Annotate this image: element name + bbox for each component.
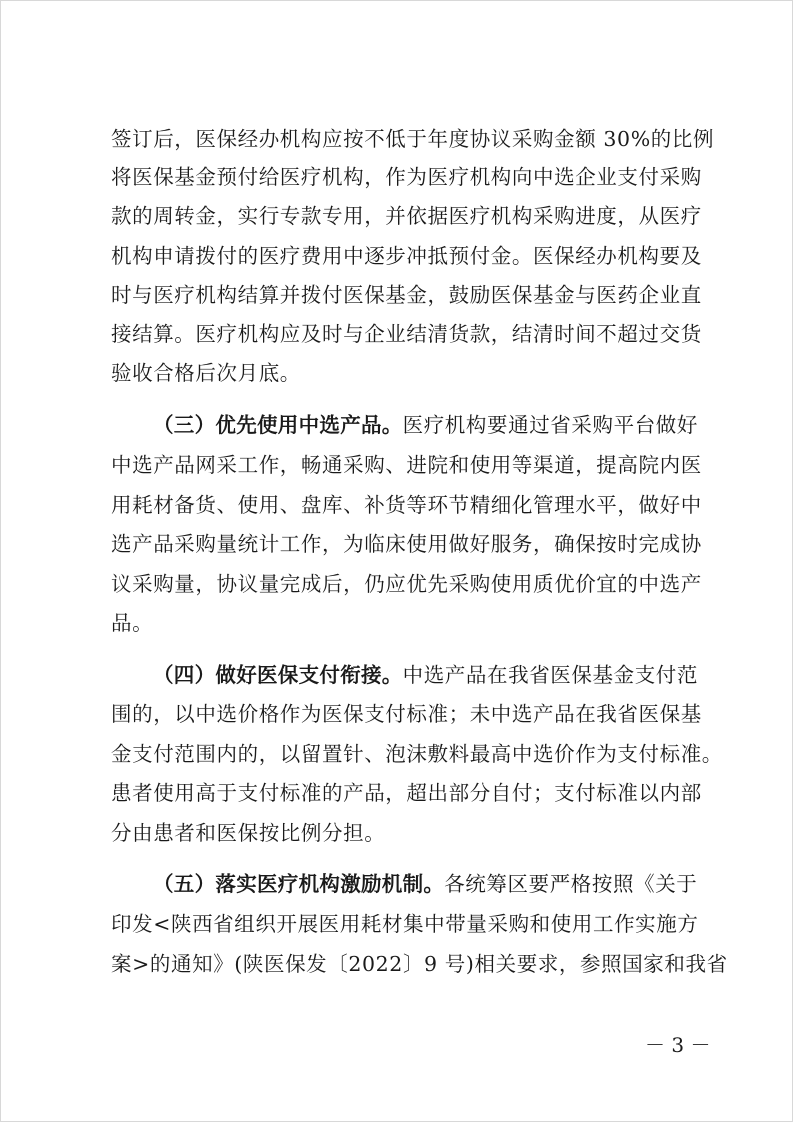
section-first-line [153, 410, 698, 440]
paragraph-line: 中选产品网采工作，畅通采购、进院和使用等渠道，提高院内医 [111, 453, 702, 477]
paragraph-line: 品。 [111, 611, 154, 635]
paragraph-line: 接结算。医疗机构应及时与企业结清货款，结清时间不超过交货 [111, 322, 702, 346]
section-text: 医疗机构要通过省采购平台做好 [402, 413, 699, 437]
paragraph-line: 用耗材备货、使用、盘库、补货等环节精细化管理水平，做好中 [111, 493, 702, 517]
section-heading: （四）做好医保支付衔接。 [153, 663, 403, 687]
paragraph-line: 患者使用高于支付标准的产品，超出部分自付；支付标准以内部 [111, 781, 702, 805]
paragraph-line: 签订后，医保经办机构应按不低于年度协议采购金额 30%的比例 [111, 127, 715, 151]
section-first-line [153, 660, 698, 690]
paragraph-line: 将医保基金预付给医疗机构，作为医疗机构向中选企业支付采购 [111, 165, 702, 189]
section-first-line [153, 869, 697, 899]
paragraph-line: 议采购量，协议量完成后，仍应优先采购使用质优价宜的中选产 [111, 572, 702, 596]
paragraph-line: 案>的通知》(陕医保发〔2022〕9 号)相关要求，参照国家和我省 [111, 952, 728, 976]
paragraph-line: 款的周转金，实行专款专用，并依据医疗机构采购进度，从医疗 [111, 204, 702, 228]
section-heading: （三）优先使用中选产品。 [153, 413, 403, 437]
paragraph-line: 验收合格后次月底。 [111, 361, 301, 385]
section-text: 中选产品在我省医保基金支付范 [402, 663, 699, 687]
section-text: 各统筹区要严格按照《关于 [444, 872, 698, 896]
paragraph-line: 印发<陕西省组织开展医用耗材集中带量采购和使用工作实施方 [111, 912, 699, 936]
section-heading: （五）落实医疗机构激励机制。 [153, 872, 445, 896]
paragraph-line: 金支付范围内的，以留置针、泡沫敷料最高中选价作为支付标准。 [111, 742, 723, 766]
paragraph-line: 时与医疗机构结算并拨付医保基金，鼓励医保基金与医药企业直 [111, 283, 702, 307]
paragraph-line: 机构申请拨付的医疗费用中逐步冲抵预付金。医保经办机构要及 [111, 244, 702, 268]
page-number: － 3 － [645, 1033, 711, 1057]
paragraph-line: 选产品采购量统计工作，为临床使用做好服务，确保按时完成协 [111, 532, 702, 556]
paragraph-line: 围的，以中选价格作为医保支付标准；未中选产品在我省医保基 [111, 702, 702, 726]
paragraph-line: 分由患者和医保按比例分担。 [111, 821, 386, 845]
